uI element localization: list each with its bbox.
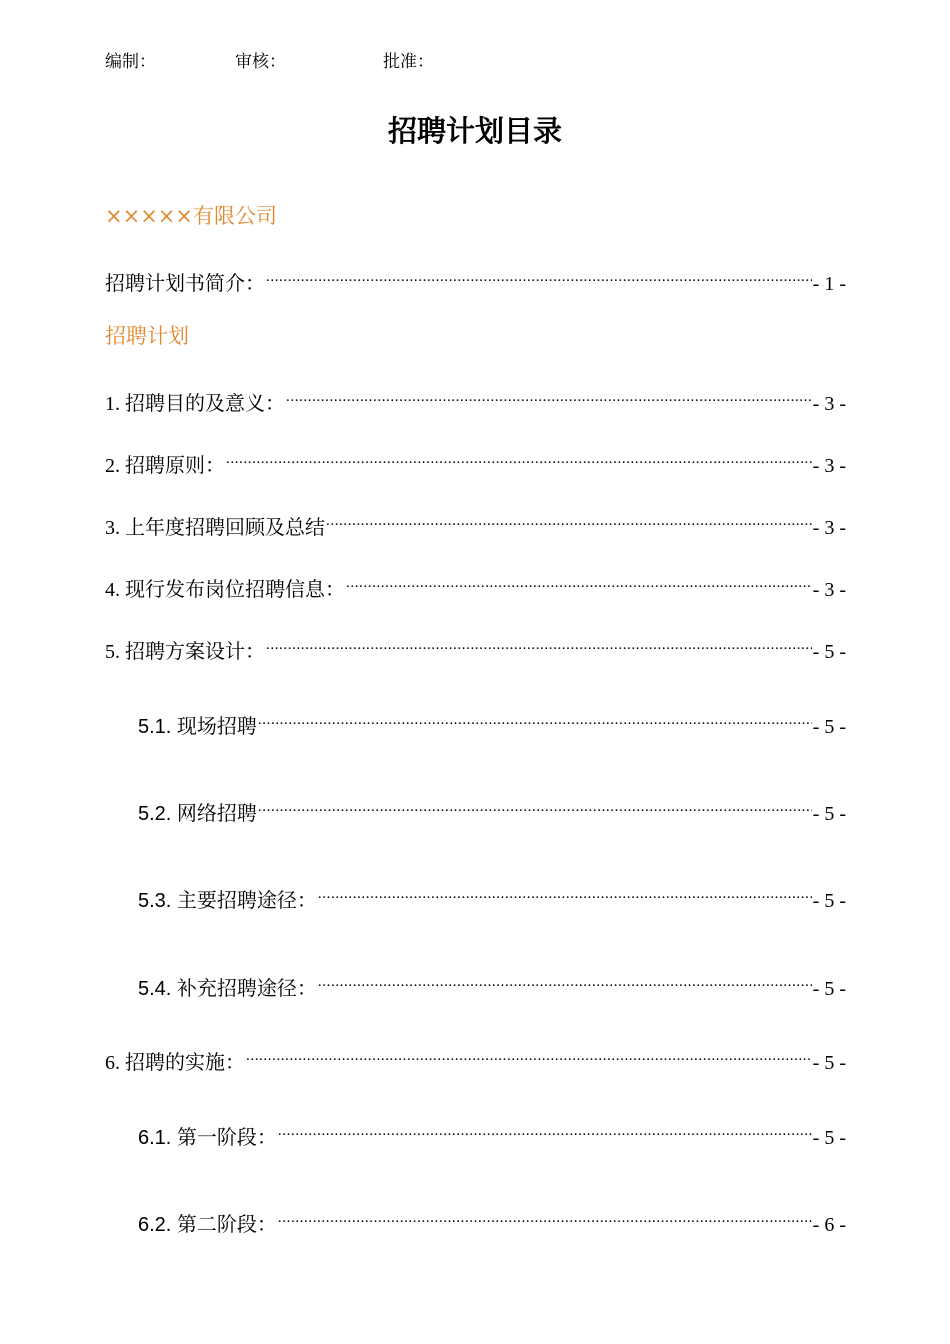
toc-entry-5-2[interactable] [138, 790, 846, 825]
toc-entry-number: 3. [105, 517, 125, 539]
toc-entry-text [138, 711, 257, 742]
toc-dot-leader [258, 790, 812, 820]
toc-dot-leader [318, 877, 812, 907]
toc-entry-text [105, 388, 285, 419]
toc-entry-4[interactable] [105, 566, 846, 601]
toc-entry-text [105, 512, 325, 543]
toc-entry-5[interactable] [105, 628, 846, 663]
toc-entry-title: 招聘的实施： [125, 1050, 245, 1074]
toc-page-number: - 3 - [812, 393, 846, 415]
compiled-by-label: 编制： [105, 52, 156, 72]
toc-dot-leader [278, 1201, 812, 1231]
toc-entry-number: 2. [105, 455, 125, 477]
toc-dot-leader [318, 965, 812, 995]
toc-entry-title: 招聘原则： [125, 453, 225, 477]
toc-entry-number: 5.4. [138, 978, 177, 1000]
toc-page-number: - 5 - [812, 641, 846, 663]
toc-dot-leader [226, 442, 812, 472]
toc-page-number: - 5 - [812, 803, 846, 825]
toc-entry-intro[interactable] [105, 260, 846, 295]
toc-entry-title: 第二阶段： [176, 1212, 277, 1236]
toc-entry-5-1[interactable] [138, 703, 846, 738]
toc-entry-number: 6.1. [138, 1127, 177, 1149]
toc-entry-title: 现场招聘 [176, 714, 257, 738]
toc-page-number: - 5 - [812, 1127, 846, 1149]
toc-entry-number: 5.3. [138, 890, 177, 912]
toc-page-number: - 1 - [812, 273, 846, 295]
toc-dot-leader [286, 380, 812, 410]
toc-dot-leader [326, 504, 812, 534]
toc-entry-title: 招聘目的及意义： [125, 391, 285, 415]
toc-entry-text [138, 1122, 277, 1153]
toc-page-number: - 3 - [812, 579, 846, 601]
toc-entry-text [138, 973, 317, 1004]
toc-entry-number: 5.2. [138, 803, 177, 825]
toc-entry-text: 招聘计划书简介： [105, 271, 265, 295]
toc-entry-title: 网络招聘 [176, 801, 257, 825]
toc-entry-number: 5.1. [138, 716, 177, 738]
toc-entry-1[interactable] [105, 380, 846, 415]
toc-entry-title: 第一阶段： [176, 1125, 277, 1149]
toc-entry-text [138, 1209, 277, 1240]
toc-entry-title: 招聘方案设计： [125, 639, 265, 663]
toc-entry-6-1[interactable] [138, 1114, 846, 1149]
toc-page-number: - 5 - [812, 890, 846, 912]
toc-dot-leader [266, 260, 812, 290]
toc-entry-number: 4. [105, 579, 125, 601]
toc-entry-6-2[interactable] [138, 1201, 846, 1236]
toc-entry-number: 6.2. [138, 1214, 177, 1236]
toc-dot-leader [278, 1114, 812, 1144]
toc-entry-text [105, 1047, 245, 1078]
toc-entry-text [105, 574, 345, 605]
toc-entry-number: 1. [105, 393, 125, 415]
approval-row [0, 50, 950, 74]
toc-entry-text [138, 798, 257, 829]
reviewed-by-label: 审核： [235, 52, 286, 72]
toc-entry-title: 现行发布岗位招聘信息： [125, 577, 345, 601]
toc-page-number: - 5 - [812, 1052, 846, 1074]
toc-dot-leader [246, 1039, 812, 1069]
toc-entry-text [105, 636, 265, 667]
toc-entry-3[interactable] [105, 504, 846, 539]
toc-entry-title: 补充招聘途径： [176, 976, 317, 1000]
toc-dot-leader [266, 628, 812, 658]
document-title: 招聘计划目录 [387, 114, 562, 148]
toc-entry-title: 主要招聘途径： [176, 888, 317, 912]
toc-entry-title: 上年度招聘回顾及总结 [125, 515, 325, 539]
toc-entry-text [105, 450, 225, 481]
toc-page-number: - 3 - [812, 455, 846, 477]
toc-entry-number: 6. [105, 1052, 125, 1074]
toc-dot-leader [258, 703, 812, 733]
toc-page-number: - 3 - [812, 517, 846, 539]
toc-entry-2[interactable] [105, 442, 846, 477]
toc-entry-5-4[interactable] [138, 965, 846, 1000]
toc-page-number: - 5 - [812, 716, 846, 738]
toc-page-number: - 6 - [812, 1214, 846, 1236]
toc-page-number: - 5 - [812, 978, 846, 1000]
toc-dot-leader [346, 566, 812, 596]
toc-entry-6[interactable] [105, 1039, 846, 1074]
approved-by-label: 批准： [383, 52, 434, 72]
company-heading: ×××××有限公司 [105, 204, 277, 228]
toc-entry-text [138, 885, 317, 916]
toc-entry-number: 5. [105, 641, 125, 663]
toc-entry-5-3[interactable] [138, 877, 846, 912]
plan-heading: 招聘计划 [105, 324, 189, 348]
